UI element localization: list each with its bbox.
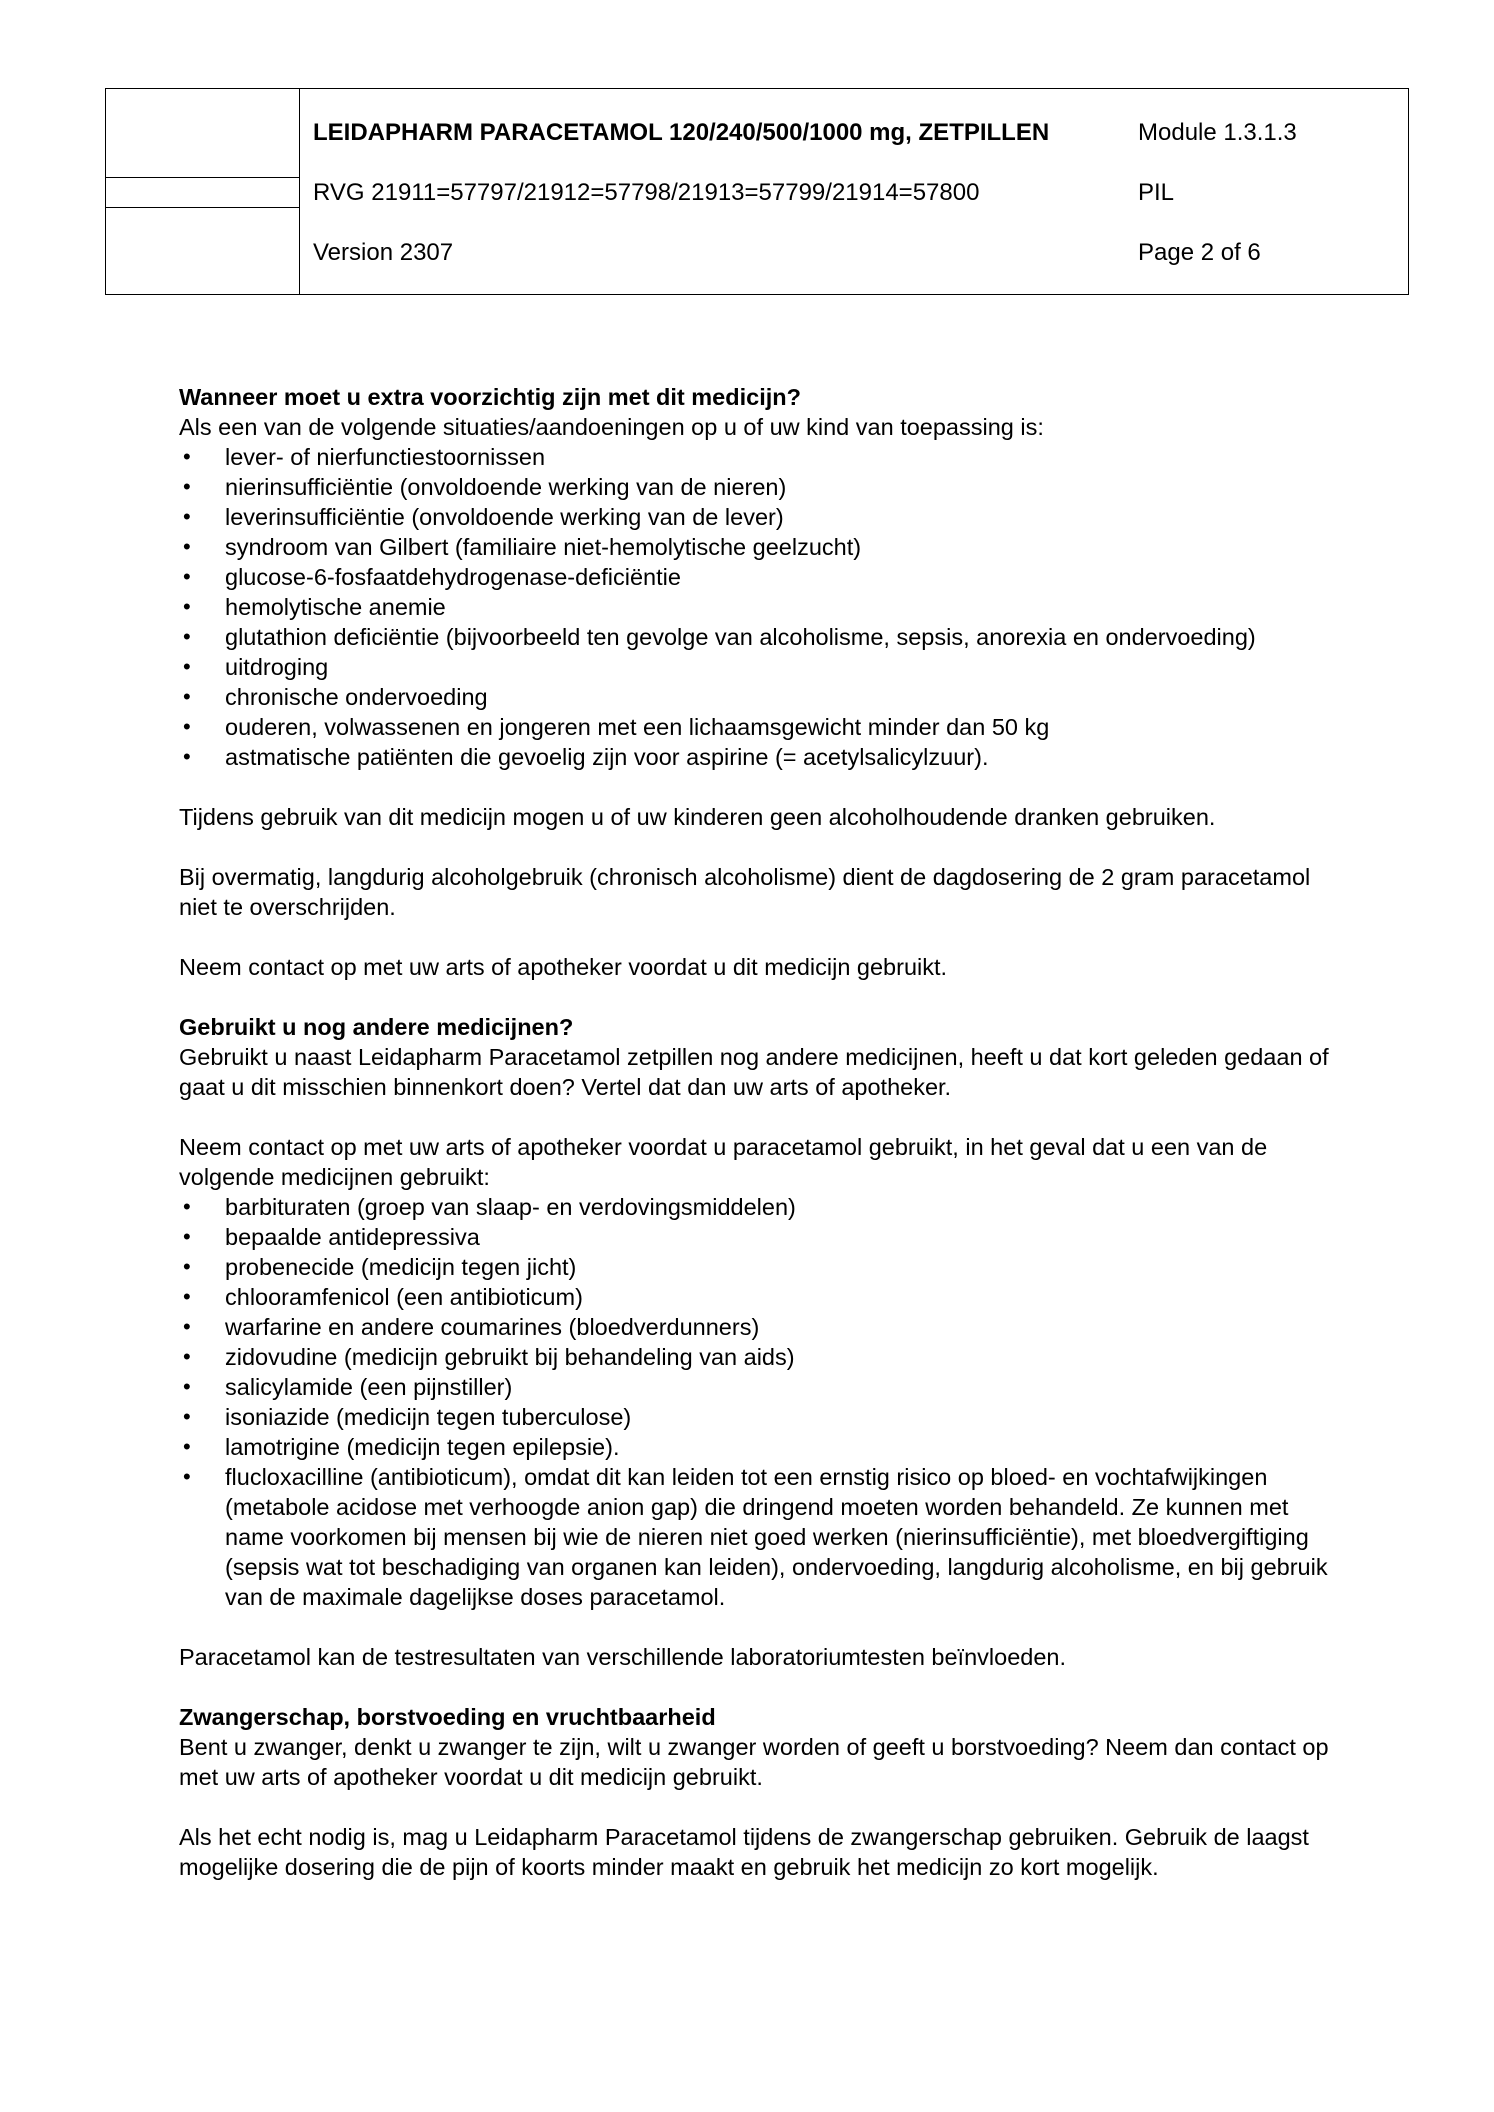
- list-item: • glucose-6-fosfaatdehydrogenase-deficiëntie: [179, 562, 1339, 592]
- module-number: Module 1.3.1.3: [1138, 119, 1297, 146]
- list-item: • chronische ondervoeding: [179, 682, 1339, 712]
- header-divider: [106, 177, 299, 178]
- document-type: PIL: [1138, 179, 1175, 206]
- list-item: • chlooramfenicol (een antibioticum): [179, 1282, 1339, 1312]
- page-number: Page 2 of 6: [1138, 239, 1261, 266]
- header-divider: [106, 207, 299, 208]
- rvg-number: RVG 21911=57797/21912=57798/21913=57799/21914=57800: [313, 179, 980, 206]
- pregnancy-usage: Als het echt nodig is, mag u Leidapharm Paracetamol tijdens de zwangerschap gebruiken. Gebruik de laagst mogelijke dosering die de pijn of koorts minder maakt en gebruik het medicijn zo kort mogelijk.: [179, 1824, 1309, 1880]
- section-heading-caution: Wanneer moet u extra voorzichtig zijn met dit medicijn?: [179, 384, 801, 410]
- list-item: • hemolytische anemie: [179, 592, 1339, 622]
- list-item: • ouderen, volwassenen en jongeren met een lichaamsgewicht minder dan 50 kg: [179, 712, 1339, 742]
- pregnancy-advice: Bent u zwanger, denkt u zwanger te zijn, wilt u zwanger worden of geeft u borstvoeding? Neem dan contact op met uw arts of apotheker voordat u dit medicijn gebruikt.: [179, 1734, 1329, 1790]
- list-item: • probenecide (medicijn tegen jicht): [179, 1252, 1339, 1282]
- list-item: • zidovudine (medicijn gebruikt bij behandeling van aids): [179, 1342, 1339, 1372]
- list-item: • lever- of nierfunctiestoornissen: [179, 442, 1339, 472]
- alcoholism-dosage: Bij overmatig, langdurig alcoholgebruik (chronisch alcoholisme) dient de dagdosering de 2 gram paracetamol niet te overschrijden.: [179, 864, 1311, 920]
- document-body: [179, 382, 1339, 1882]
- other-medicines-intro: Gebruikt u naast Leidapharm Paracetamol zetpillen nog andere medicijnen, heeft u dat kort geleden gedaan of gaat u dit misschien binnenkort doen? Vertel dat dan uw arts of apotheker.: [179, 1044, 1329, 1100]
- interacting-medicines-list: [179, 1192, 1339, 1612]
- list-item: • nierinsufficiëntie (onvoldoende werking van de nieren): [179, 472, 1339, 502]
- lab-test-note: Paracetamol kan de testresultaten van verschillende laboratoriumtesten beïnvloeden.: [179, 1644, 1066, 1670]
- section-heading-pregnancy: Zwangerschap, borstvoeding en vruchtbaarheid: [179, 1704, 716, 1730]
- list-item: • glutathion deficiëntie (bijvoorbeeld ten gevolge van alcoholisme, sepsis, anorexia en ondervoeding): [179, 622, 1339, 652]
- list-item: • barbituraten (groep van slaap- en verdovingsmiddelen): [179, 1192, 1339, 1222]
- interaction-intro: Neem contact op met uw arts of apotheker voordat u paracetamol gebruikt, in het geval dat u een van de volgende medicijnen gebruikt:: [179, 1134, 1268, 1190]
- list-item: • warfarine en andere coumarines (bloedverdunners): [179, 1312, 1339, 1342]
- list-item: • salicylamide (een pijnstiller): [179, 1372, 1339, 1402]
- header-logo-cell: [106, 89, 300, 294]
- list-item: • flucloxacilline (antibioticum), omdat dit kan leiden tot een ernstig risico op bloed- en vochtafwijkingen (metabole acidose met verhoogde anion gap) die dringend moeten worden behandeld. Ze kunnen met name voorkomen bij mensen bij wie de nieren niet goed werken (nierinsufficiëntie), met bloedvergiftiging (sepsis wat tot beschadiging van organen kan leiden), ondervoeding, langdurig alcoholisme, en bij gebruik van de maximale dagelijkse doses paracetamol.: [179, 1462, 1339, 1612]
- list-item: • bepaalde antidepressiva: [179, 1222, 1339, 1252]
- list-item: • lamotrigine (medicijn tegen epilepsie).: [179, 1432, 1339, 1462]
- contact-advice: Neem contact op met uw arts of apotheker voordat u dit medicijn gebruikt.: [179, 954, 948, 980]
- alcohol-warning: Tijdens gebruik van dit medicijn mogen u of uw kinderen geen alcoholhoudende dranken gebruiken.: [179, 804, 1216, 830]
- caution-intro: Als een van de volgende situaties/aandoeningen op u of uw kind van toepassing is:: [179, 414, 1044, 440]
- document-header: [105, 88, 1409, 295]
- list-item: • uitdroging: [179, 652, 1339, 682]
- list-item: • isoniazide (medicijn tegen tuberculose): [179, 1402, 1339, 1432]
- product-title: LEIDAPHARM PARACETAMOL 120/240/500/1000 mg, ZETPILLEN: [313, 119, 1050, 146]
- list-item: • astmatische patiënten die gevoelig zijn voor aspirine (= acetylsalicylzuur).: [179, 742, 1339, 772]
- section-heading-other-medicines: Gebruikt u nog andere medicijnen?: [179, 1014, 574, 1040]
- list-item: • syndroom van Gilbert (familiaire niet-hemolytische geelzucht): [179, 532, 1339, 562]
- version-label: Version 2307: [313, 239, 454, 266]
- caution-conditions-list: [179, 442, 1339, 772]
- list-item: • leverinsufficiëntie (onvoldoende werking van de lever): [179, 502, 1339, 532]
